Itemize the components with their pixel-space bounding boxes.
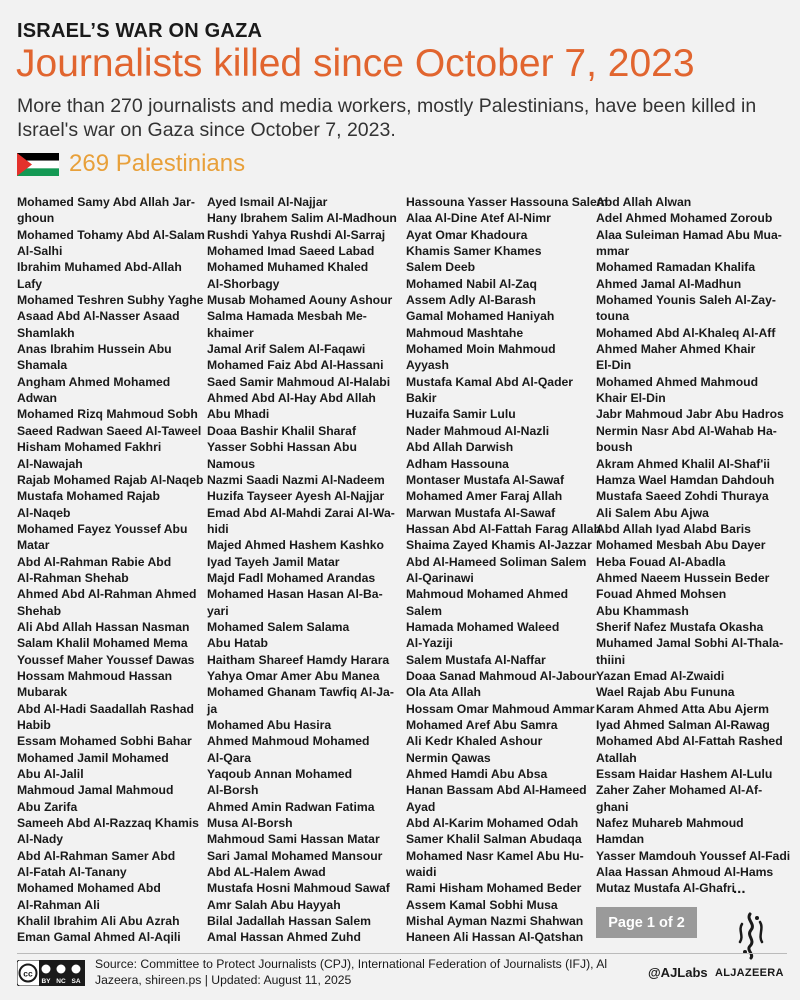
name-entry: Huzifa Tayseer Ayesh Al-Najjar xyxy=(207,489,385,504)
name-entry: Al-Yaziji xyxy=(406,636,453,651)
name-entry: Karam Ahmed Atta Abu Ajerm xyxy=(596,701,769,716)
aljazeera-wordmark: ALJAZEERA xyxy=(715,967,784,979)
name-entry: Nader Mahmoud Al-Nazli xyxy=(406,423,550,438)
names-column-2 xyxy=(207,194,399,946)
name-entry: Angham Ahmed Mohamed xyxy=(17,374,171,389)
name-entry: Ayed Ismail Al-Najjar xyxy=(207,195,328,209)
name-entry: Amr Salah Abu Hayyah xyxy=(207,897,341,912)
name-entry: Mohamed Ramadan Khalifa xyxy=(596,260,756,275)
name-entry: Essam Haidar Hashem Al-Lulu xyxy=(596,767,773,782)
name-entry: Mahmoud Mohamed Ahmed xyxy=(406,587,569,602)
name-entry: Doaa Sanad Mahmoud Al-Jabour xyxy=(406,668,597,683)
name-entry: Mubarak xyxy=(17,685,68,700)
name-entry: Rushdi Yahya Rushdi Al-Sarraj xyxy=(207,227,386,242)
name-entry: Rajab Mohamed Rajab Al-Naqeb xyxy=(17,472,204,487)
name-entry: Hanan Bassam Abd Al-Hameed xyxy=(406,783,587,798)
name-entry: Shehab xyxy=(17,603,62,618)
name-entry: Salma Hamada Mesbah Me- xyxy=(207,309,367,324)
name-entry: Iyad Ahmed Salman Al-Rawag xyxy=(596,718,770,732)
name-entry: Montaser Mustafa Al-Sawaf xyxy=(406,472,565,487)
name-entry: Rami Hisham Mohamed Beder xyxy=(406,881,582,896)
name-entry: waidi xyxy=(406,865,437,880)
name-entry: Salem Mustafa Al-Naffar xyxy=(406,652,546,667)
name-entry: Mohamed Abd Al-Khaleq Al-Aff xyxy=(596,325,776,340)
name-entry: Ali Kedr Khaled Ashour xyxy=(406,734,543,749)
name-entry: Sherif Nafez Mustafa Okasha xyxy=(596,619,764,634)
name-entry: Hassouna Yasser Hassouna Salem xyxy=(406,195,608,209)
name-entry: Ali Abd Allah Hassan Nasman xyxy=(17,619,190,634)
name-entry: Salam Khalil Mohamed Mema xyxy=(17,636,188,651)
name-entry: Mohamed Rizq Mahmoud Sobh xyxy=(17,407,198,422)
name-entry: ja xyxy=(207,701,218,716)
name-entry: Habib xyxy=(17,718,51,732)
name-entry: Al-Qarinawi xyxy=(406,570,474,585)
name-entry: Yasser Mamdouh Youssef Al-Fadi xyxy=(596,848,791,863)
name-entry: Nazmi Saadi Nazmi Al-Nadeem xyxy=(207,472,385,487)
name-entry: Yaqoub Annan Mohamed xyxy=(207,767,353,782)
names-column-1 xyxy=(17,194,209,946)
ajlabs-handle: @AJLabs xyxy=(648,965,708,980)
name-entry: Ayat Omar Khadoura xyxy=(406,227,528,242)
name-entry: Mustafa Saeed Zohdi Thuraya xyxy=(596,489,769,504)
name-entry: mmar xyxy=(596,244,630,259)
name-entry: Mohamed Salem Salama xyxy=(207,619,350,634)
cc-sa-label: SA xyxy=(71,978,81,985)
name-entry: Fouad Ahmed Mohsen xyxy=(596,587,727,602)
name-entry: Ahmed Abd Al-Hay Abd Allah xyxy=(207,391,376,406)
name-entry: Ayyash xyxy=(406,358,449,373)
name-entry: Iyad Tayeh Jamil Matar xyxy=(207,554,340,569)
name-entry: Anas Ibrahim Hussein Abu xyxy=(17,342,172,357)
name-entry: El-Din xyxy=(596,358,632,373)
name-entry: Assem Kamal Sobhi Musa xyxy=(406,897,558,912)
kicker-heading: ISRAEL’S WAR ON GAZA xyxy=(17,20,263,42)
name-entry: Al-Rahman Shehab xyxy=(17,570,129,585)
name-entry: Yazan Emad Al-Zwaidi xyxy=(596,668,725,683)
name-entry: Al-Salhi xyxy=(17,244,63,259)
name-entry: Alaa Suleiman Hamad Abu Mua- xyxy=(596,227,782,242)
name-entry: Samer Khalil Salman Abudaqa xyxy=(406,832,582,847)
name-entry: Assem Adly Al-Barash xyxy=(406,293,536,308)
name-entry: Youssef Maher Youssef Dawas xyxy=(17,652,195,667)
name-entry: Al-Rahman Ali xyxy=(17,897,100,912)
name-entry: touna xyxy=(596,309,630,324)
palestine-flag-icon xyxy=(17,153,59,176)
aljazeera-logo-icon xyxy=(716,910,786,962)
name-entry: Mahmoud Mashtahe xyxy=(406,325,524,340)
name-entry: Abd Al-Hameed Soliman Salem xyxy=(406,554,587,569)
name-entry: Mohamed Hasan Hasan Al-Ba- xyxy=(207,587,383,602)
footer-divider xyxy=(17,953,787,954)
name-entry: Hisham Mohamed Fakhri xyxy=(17,440,162,455)
name-entry: Namous xyxy=(207,456,256,471)
name-entry: Mustafa Kamal Abd Al-Qader xyxy=(406,374,574,389)
name-entry: Hossam Mahmoud Hassan xyxy=(17,668,173,683)
name-entry: Ahmed Mahmoud Mohamed xyxy=(207,734,370,749)
name-entry: Ahmed Amin Radwan Fatima xyxy=(207,799,375,814)
name-entry: Salem Deeb xyxy=(406,260,476,275)
name-entry: Abu Hatab xyxy=(207,636,268,651)
name-entry: Haitham Shareef Hamdy Harara xyxy=(207,652,390,667)
name-entry: Haneen Ali Hassan Al-Qatshan xyxy=(406,930,584,945)
name-entry: Mahmoud Sami Hassan Matar xyxy=(207,832,380,847)
name-entry: Al-Qara xyxy=(207,750,252,765)
name-entry: Hany Ibrahem Salim Al-Madhoun xyxy=(207,211,397,226)
name-entry: Ibrahim Muhamed Abd-Allah xyxy=(17,260,182,275)
name-entry: Musa Al-Borsh xyxy=(207,816,293,831)
name-entry: Shaima Zayed Khamis Al-Jazzar xyxy=(406,538,592,553)
name-entry: hidi xyxy=(207,521,229,536)
name-entry: Adham Hassouna xyxy=(406,456,509,471)
name-entry: Emad Abd Al-Mahdi Zarai Al-Wa- xyxy=(207,505,395,520)
name-entry: Ayad xyxy=(406,799,436,814)
name-entry: Mohamed Ahmed Mahmoud xyxy=(596,374,759,389)
names-column-3 xyxy=(406,194,608,946)
name-entry: Saed Samir Mahmoud Al-Halabi xyxy=(207,374,391,389)
name-entry: Mohamed Amer Faraj Allah xyxy=(406,489,563,504)
name-entry: Mutaz Mustafa Al-Ghafri xyxy=(596,881,736,896)
name-entry: Hassan Abd Al-Fattah Farag Allah xyxy=(406,521,602,536)
name-entry: Mohamed Abu Hasira xyxy=(207,718,332,732)
name-entry: Heba Fouad Al-Abadla xyxy=(596,554,726,569)
name-entry: Marwan Mustafa Al-Sawaf xyxy=(406,505,556,520)
name-entry: thiini xyxy=(596,652,626,667)
name-entry: Mohamed Muhamed Khaled xyxy=(207,260,369,275)
name-entry: Al-Shorbagy xyxy=(207,276,280,291)
name-entry: Abu Al-Jalil xyxy=(17,767,84,782)
name-entry: Nermin Qawas xyxy=(406,750,491,765)
name-entry: Majd Fadl Mohamed Arandas xyxy=(207,570,376,585)
name-entry: Yasser Sobhi Hassan Abu xyxy=(207,440,357,455)
name-entry: Mohamed Younis Saleh Al-Zay- xyxy=(596,293,776,308)
name-entry: Mohamed Moin Mahmoud xyxy=(406,342,556,357)
name-entry: Nafez Muhareb Mahmoud xyxy=(596,816,744,831)
name-entry: Sameeh Abd Al-Razzaq Khamis xyxy=(17,816,199,831)
name-entry: ghoun xyxy=(17,211,55,226)
name-entry: Abd Al-Rahman Rabie Abd xyxy=(17,554,172,569)
page-indicator-button[interactable]: Page 1 of 2 xyxy=(596,907,697,938)
name-entry: Bilal Jadallah Hassan Salem xyxy=(207,914,371,929)
name-entry: yari xyxy=(207,603,229,618)
name-entry: Khamis Samer Khames xyxy=(406,244,542,259)
name-entry: Doaa Bashir Khalil Sharaf xyxy=(207,423,357,438)
name-entry: Mohamed Samy Abd Allah Jar- xyxy=(17,195,195,209)
name-entry: Adwan xyxy=(17,391,57,406)
name-entry: Hamdan xyxy=(596,832,645,847)
name-entry: Musab Mohamed Aouny Ashour xyxy=(207,293,393,308)
subtitle: More than 270 journalists and media workers, mostly Palestinians, have been killed in Israel's war on Gaza since October 7, 2023. xyxy=(17,95,757,141)
name-entry: Salem xyxy=(406,603,442,618)
name-entry: Zaher Zaher Mohamed Al-Af- xyxy=(596,783,763,798)
name-entry: Essam Mohamed Sobhi Bahar xyxy=(17,734,192,749)
name-entry: Abd Allah Iyad Alabd Baris xyxy=(596,521,751,536)
name-entry: Alaa Hassan Ahmoud Al-Hams xyxy=(596,865,774,880)
cc-by-nc-sa-icon xyxy=(17,960,85,986)
name-entry: Adel Ahmed Mohamed Zoroub xyxy=(596,211,773,226)
name-entry: Mahmoud Jamal Mahmoud xyxy=(17,783,174,798)
page-title: Journalists killed since October 7, 2023 xyxy=(16,42,695,85)
name-entry: Khair El-Din xyxy=(596,391,666,406)
name-entry: Khalil Ibrahim Ali Abu Azrah xyxy=(17,914,180,929)
name-entry: Mohamed Mohamed Abd xyxy=(17,881,161,896)
source-footer: Source: Committee to Protect Journalists (CPJ), International Federation of Journalists (IFJ), Al Jazeera, shireen.ps | Updated: August 11, 2025 xyxy=(95,957,608,987)
name-entry: Hamza Wael Hamdan Dahdouh xyxy=(596,472,775,487)
name-entry: Ahmed Abd Al-Rahman Ahmed xyxy=(17,587,197,602)
name-entry: Mustafa Mohamed Rajab xyxy=(17,489,160,504)
name-entry: Hamada Mohamed Waleed xyxy=(406,619,560,634)
name-entry: Mohamed Nasr Kamel Abu Hu- xyxy=(406,848,584,863)
name-entry: Eman Gamal Ahmed Al-Aqili xyxy=(17,930,181,945)
name-entry: Abd Al-Rahman Samer Abd xyxy=(17,848,176,863)
name-entry: Abd Al-Hadi Saadallah Rashad xyxy=(17,701,194,716)
name-entry: Jamal Arif Salem Al-Faqawi xyxy=(207,342,366,357)
names-column-4 xyxy=(596,194,791,897)
palestinians-count: 269 Palestinians xyxy=(69,150,246,177)
name-entry: Abu Mhadi xyxy=(207,407,270,422)
name-entry: Al-Borsh xyxy=(207,783,259,798)
name-entry: Abu Zarifa xyxy=(17,799,78,814)
name-entry: Huzaifa Samir Lulu xyxy=(406,407,516,422)
name-entry: Atallah xyxy=(596,750,637,765)
name-entry: Lafy xyxy=(17,276,43,291)
name-entry: ghani xyxy=(596,799,629,814)
name-entry: Ali Salem Abu Ajwa xyxy=(596,505,709,520)
more-indicator: ... xyxy=(733,880,746,897)
name-entry: Al-Nawajah xyxy=(17,456,83,471)
name-entry: Abd Al-Karim Mohamed Odah xyxy=(406,816,579,831)
name-entry: Mohamed Abd Al-Fattah Rashed xyxy=(596,734,783,749)
name-entry: Bakir xyxy=(406,391,437,406)
name-entry: Sari Jamal Mohamed Mansour xyxy=(207,848,383,863)
name-entry: Muhamed Jamal Sobhi Al-Thala- xyxy=(596,636,784,651)
name-entry: khaimer xyxy=(207,325,254,340)
name-entry: Ahmed Naeem Hussein Beder xyxy=(596,570,770,585)
name-entry: Alaa Al-Dine Atef Al-Nimr xyxy=(406,211,551,226)
name-entry: Abd Allah Darwish xyxy=(406,440,514,455)
name-entry: Akram Ahmed Khalil Al-Shaf'ii xyxy=(596,456,771,471)
name-entry: Gamal Mohamed Haniyah xyxy=(406,309,555,324)
name-entry: Wael Rajab Abu Fununa xyxy=(596,685,735,700)
name-entry: Mohamed Mesbah Abu Dayer xyxy=(596,538,766,553)
name-entry: Al-Nady xyxy=(17,832,64,847)
name-entry: Yahya Omar Amer Abu Manea xyxy=(207,668,380,683)
name-entry: Shamala xyxy=(17,358,68,373)
name-entry: boush xyxy=(596,440,633,455)
name-entry: Mohamed Nabil Al-Zaq xyxy=(406,276,537,291)
name-entry: Mohamed Faiz Abd Al-Hassani xyxy=(207,358,384,373)
name-entry: Mohamed Jamil Mohamed xyxy=(17,750,169,765)
name-entry: Shamlakh xyxy=(17,325,75,340)
name-entry: Ahmed Jamal Al-Madhun xyxy=(596,276,742,291)
name-entry: Ahmed Hamdi Abu Absa xyxy=(406,767,548,782)
name-entry: Abd Allah Alwan xyxy=(596,195,692,209)
cc-nc-label: NC xyxy=(56,978,66,985)
name-entry: Ola Ata Allah xyxy=(406,685,481,700)
name-entry: Abd AL-Halem Awad xyxy=(207,865,326,880)
name-entry: Al-Fatah Al-Tanany xyxy=(17,865,127,880)
name-entry: Mohamed Tohamy Abd Al-Salam xyxy=(17,227,205,242)
name-entry: Hossam Omar Mahmoud Ammar xyxy=(406,701,595,716)
name-entry: Jabr Mahmoud Jabr Abu Hadros xyxy=(596,407,784,422)
name-entry: Mohamed Ghanam Tawfiq Al-Ja- xyxy=(207,685,394,700)
name-entry: Mohamed Fayez Youssef Abu xyxy=(17,521,188,536)
svg-text:cc: cc xyxy=(23,968,33,979)
name-entry: Mustafa Hosni Mahmoud Sawaf xyxy=(207,881,390,896)
name-entry: Ahmed Maher Ahmed Khair xyxy=(596,342,756,357)
name-entry: Matar xyxy=(17,538,50,553)
name-entry: Nermin Nasr Abd Al-Wahab Ha- xyxy=(596,423,777,438)
name-entry: Mohamed Aref Abu Samra xyxy=(406,718,558,732)
name-entry: Abu Khammash xyxy=(596,603,689,618)
name-entry: Amal Hassan Ahmed Zuhd xyxy=(207,930,361,945)
name-entry: Mohamed Teshren Subhy Yaghe xyxy=(17,293,204,308)
name-entry: Saeed Radwan Saeed Al-Taweel xyxy=(17,423,202,438)
name-entry: Mishal Ayman Nazmi Shahwan xyxy=(406,914,584,929)
name-entry: Asaad Abd Al-Nasser Asaad xyxy=(17,309,180,324)
name-entry: Mohamed Imad Saeed Labad xyxy=(207,244,375,259)
name-entry: Majed Ahmed Hashem Kashko xyxy=(207,538,384,553)
cc-by-label: BY xyxy=(41,978,51,985)
name-entry: Al-Naqeb xyxy=(17,505,71,520)
